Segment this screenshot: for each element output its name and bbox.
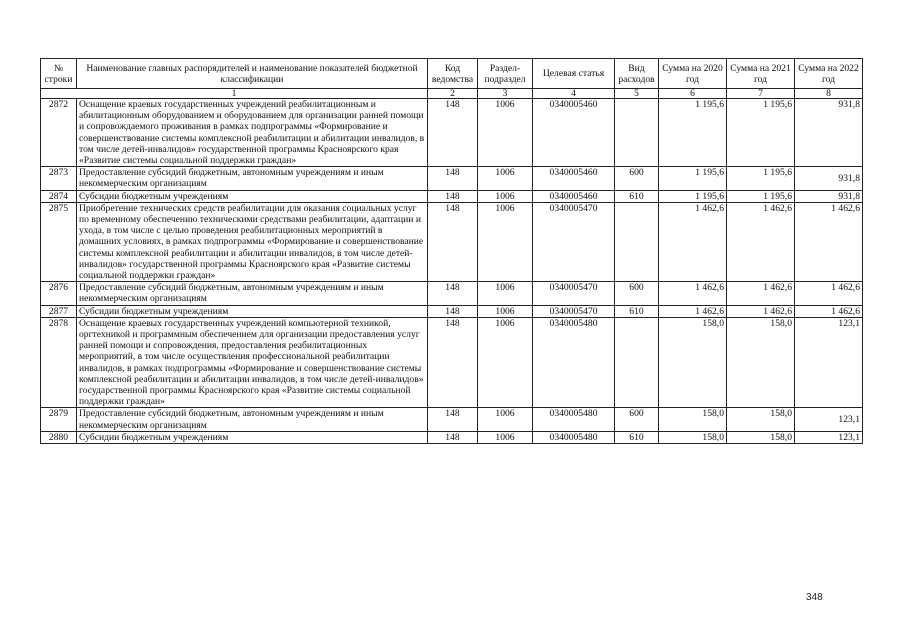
sum-2020: 1 195,6	[659, 190, 727, 202]
sum-2020: 158,0	[659, 431, 727, 443]
target-article: 0340005460	[533, 167, 615, 190]
table-header-row	[41, 59, 863, 89]
row-number: 2879	[41, 408, 77, 431]
row-name: Предоставление субсидий бюджетным, автономным учреждениям и иным некоммерческим организациям	[77, 408, 428, 431]
section-code: 1006	[478, 408, 533, 431]
table-row	[41, 431, 863, 443]
table-row	[41, 99, 863, 167]
expense-type	[615, 317, 659, 408]
table-body	[41, 99, 863, 444]
department-code: 148	[428, 167, 478, 190]
section-code: 1006	[478, 431, 533, 443]
section-code: 1006	[478, 99, 533, 167]
department-code: 148	[428, 99, 478, 167]
section-code: 1006	[478, 305, 533, 317]
expense-type: 600	[615, 167, 659, 190]
header-cell-target-article: Целевая статья	[533, 59, 615, 89]
header-cell-section: Раздел-подраздел	[478, 59, 533, 89]
document-page	[40, 58, 862, 444]
table-row	[41, 167, 863, 190]
header-cell-name: Наименование главных распорядителей и наименование показателей бюджетной классификации	[77, 59, 428, 89]
sum-2022: 931,8	[795, 167, 863, 190]
column-number: 5	[615, 89, 659, 99]
column-number: 2	[428, 89, 478, 99]
column-number-row	[41, 89, 863, 99]
expense-type: 610	[615, 190, 659, 202]
sum-2020: 1 195,6	[659, 99, 727, 167]
sum-2021: 1 462,6	[727, 282, 795, 305]
row-number: 2876	[41, 282, 77, 305]
sum-2020: 1 462,6	[659, 282, 727, 305]
row-name: Субсидии бюджетным учреждениям	[77, 190, 428, 202]
target-article: 0340005470	[533, 282, 615, 305]
department-code: 148	[428, 305, 478, 317]
department-code: 148	[428, 282, 478, 305]
sum-2020: 1 195,6	[659, 167, 727, 190]
column-number: 6	[659, 89, 727, 99]
header-cell-sum-2020: Сумма на 2020 год	[659, 59, 727, 89]
page-number: 348	[806, 592, 823, 603]
target-article: 0340005480	[533, 317, 615, 408]
sum-2022: 123,1	[795, 408, 863, 431]
row-name: Предоставление субсидий бюджетным, автономным учреждениям и иным некоммерческим организациям	[77, 282, 428, 305]
target-article: 0340005480	[533, 408, 615, 431]
table-row	[41, 190, 863, 202]
header-cell-row-number: № строки	[41, 59, 77, 89]
section-code: 1006	[478, 317, 533, 408]
department-code: 148	[428, 202, 478, 281]
sum-2021: 1 195,6	[727, 167, 795, 190]
sum-2022: 123,1	[795, 431, 863, 443]
sum-2022: 1 462,6	[795, 202, 863, 281]
column-number: 3	[478, 89, 533, 99]
budget-table	[40, 58, 863, 444]
section-code: 1006	[478, 190, 533, 202]
sum-2020: 1 462,6	[659, 305, 727, 317]
department-code: 148	[428, 431, 478, 443]
department-code: 148	[428, 408, 478, 431]
expense-type: 610	[615, 305, 659, 317]
row-name: Субсидии бюджетным учреждениям	[77, 305, 428, 317]
section-code: 1006	[478, 202, 533, 281]
table-row	[41, 305, 863, 317]
row-number: 2875	[41, 202, 77, 281]
expense-type: 600	[615, 408, 659, 431]
sum-2020: 158,0	[659, 317, 727, 408]
header-cell-department-code: Код ведомства	[428, 59, 478, 89]
row-number: 2880	[41, 431, 77, 443]
sum-2021: 1 195,6	[727, 190, 795, 202]
sum-2020: 158,0	[659, 408, 727, 431]
sum-2020: 1 462,6	[659, 202, 727, 281]
row-number: 2874	[41, 190, 77, 202]
sum-2021: 1 195,6	[727, 99, 795, 167]
expense-type: 600	[615, 282, 659, 305]
row-name: Оснащение краевых государственных учреждений компьютерной техникой, оргтехникой и программным обеспечением для организации предоставления услуг ранней помощи и сопровождения, предоставления реабилитационных мероприятий, в том числе осуществления профессиональной реабилитации инвалидов, в рамках подпрограммы «Формирование и совершенствование системы комплексной реабилитации и абилитации инвалидов, в том числе детей-инвалидов» государственной программы Красноярского края «Развитие системы социальной поддержки граждан»	[77, 317, 428, 408]
sum-2021: 1 462,6	[727, 305, 795, 317]
target-article: 0340005460	[533, 190, 615, 202]
sum-2021: 158,0	[727, 408, 795, 431]
sum-2022: 931,8	[795, 99, 863, 167]
target-article: 0340005460	[533, 99, 615, 167]
table-row	[41, 317, 863, 408]
table-row	[41, 408, 863, 431]
table-row	[41, 282, 863, 305]
expense-type	[615, 99, 659, 167]
column-number: 1	[41, 89, 428, 99]
header-cell-sum-2022: Сумма на 2022 год	[795, 59, 863, 89]
row-name: Субсидии бюджетным учреждениям	[77, 431, 428, 443]
table-row	[41, 202, 863, 281]
sum-2022: 123,1	[795, 317, 863, 408]
section-code: 1006	[478, 167, 533, 190]
section-code: 1006	[478, 282, 533, 305]
sum-2021: 158,0	[727, 317, 795, 408]
row-name: Предоставление субсидий бюджетным, автономным учреждениям и иным некоммерческим организациям	[77, 167, 428, 190]
column-number: 4	[533, 89, 615, 99]
column-number: 7	[727, 89, 795, 99]
department-code: 148	[428, 190, 478, 202]
row-number: 2877	[41, 305, 77, 317]
department-code: 148	[428, 317, 478, 408]
sum-2022: 931,8	[795, 190, 863, 202]
column-number: 8	[795, 89, 863, 99]
sum-2022: 1 462,6	[795, 305, 863, 317]
target-article: 0340005470	[533, 202, 615, 281]
row-number: 2873	[41, 167, 77, 190]
target-article: 0340005470	[533, 305, 615, 317]
row-name: Оснащение краевых государственных учреждений реабилитационным и абилитационным оборудованием и оборудованием для организации ранней помощи и сопровождаемого проживания в рамках подпрограммы «Формирование и совершенствование системы комплексной реабилитации и абилитации инвалидов, в том числе детей-инвалидов» государственной программы Красноярского края «Развитие системы социальной поддержки граждан»	[77, 99, 428, 167]
header-cell-expense-type: Вид расходов	[615, 59, 659, 89]
row-number: 2878	[41, 317, 77, 408]
sum-2021: 1 462,6	[727, 202, 795, 281]
expense-type	[615, 202, 659, 281]
header-cell-sum-2021: Сумма на 2021 год	[727, 59, 795, 89]
row-number: 2872	[41, 99, 77, 167]
sum-2021: 158,0	[727, 431, 795, 443]
expense-type: 610	[615, 431, 659, 443]
target-article: 0340005480	[533, 431, 615, 443]
row-name: Приобретение технических средств реабилитации для оказания социальных услуг по временному обеспечению техническими средствами реабилитации, адаптации и ухода, в том числе с целью проведения реабилитационных мероприятий в домашних условиях, в рамках подпрограммы «Формирование и совершенствование системы комплексной реабилитации и абилитации инвалидов, в том числе детей-инвалидов» государственной программы Красноярского края «Развитие системы социальной поддержки граждан»	[77, 202, 428, 281]
sum-2022: 1 462,6	[795, 282, 863, 305]
